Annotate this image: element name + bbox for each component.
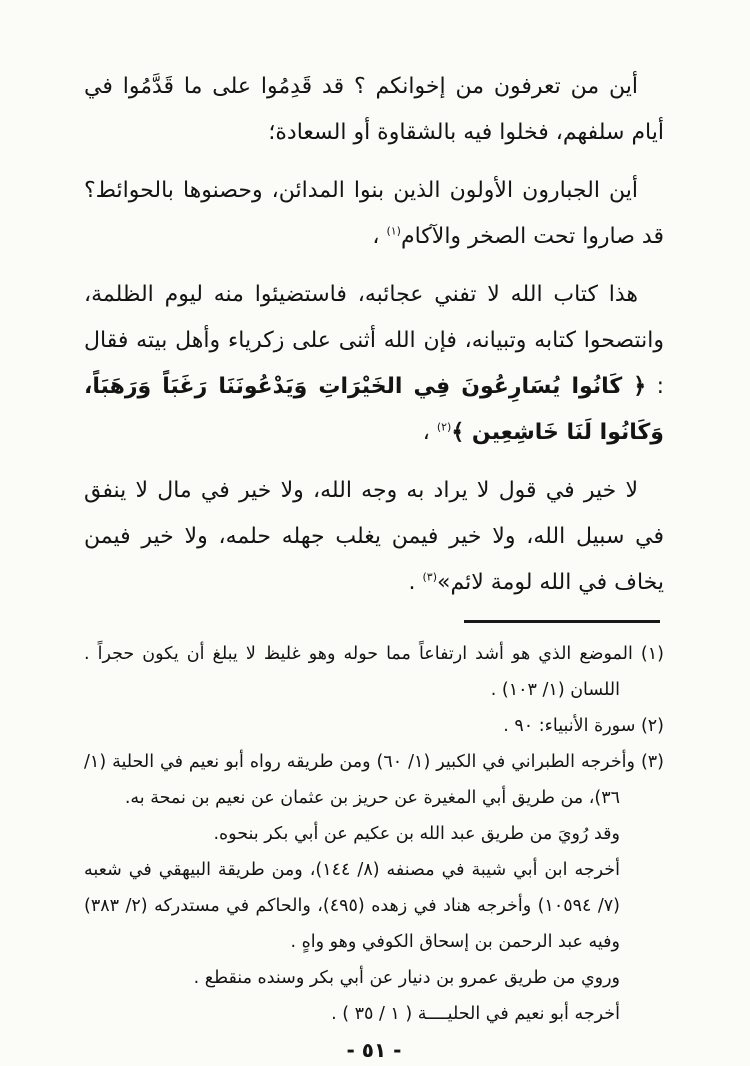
paragraph-2-text: أين الجبارون الأولون الذين بنوا المدائن، وحصنوها بالحوائط؟ قد صاروا تحت الصخر والآكام — [84, 178, 664, 249]
footnote-2 — [84, 708, 664, 744]
main-text-block — [84, 64, 664, 606]
footnote-1 — [84, 636, 664, 708]
page-number: - ٥١ - — [346, 1038, 402, 1062]
footnote-3-para-5: أخرجه أبو نعيم في الحليــــة ( ١ / ٣٥ ) . — [331, 1004, 620, 1024]
paragraph-2 — [84, 168, 664, 260]
footnote-3 — [84, 744, 664, 1032]
paragraph-4-tail: . — [408, 570, 423, 595]
footnote-3-para-4: وروي من طريق عمرو بن دنيار عن أبي بكر وسنده منقطع . — [193, 968, 620, 988]
paragraph-1 — [84, 64, 664, 156]
footnote-3-para-1-text: وأخرجه الطبراني في الكبير (١/ ٦٠) ومن طريقه رواه أبو نعيم في الحلية (١/ ٣٦)، من طريق أبي المغيرة عن حريز بن عثمان عن نعيم بن نمحة به. — [84, 752, 635, 808]
footnote-1-text: الموضع الذي هو أشد ارتفاعاً مما حوله وهو غليظ لا يبلغ أن يكون حجراً . اللسان (١/ ١٠٣) . — [84, 644, 633, 700]
paragraph-1-text: أين من تعرفون من إخوانكم ؟ قد قَدِمُوا على ما قَدَّمُوا في أيام سلفهم، فخلوا فيه بالشقاوة أو السعادة؛ — [84, 74, 664, 145]
footnote-separator-rule — [464, 620, 660, 623]
footnote-3-para-3: أخرجه ابن أبي شيبة في مصنفه (٨/ ١٤٤)، ومن طريقة البيهقي في شعبه (٧/ ١٠٥٩٤) وأخرجه هناد في زهده (٤٩٥)، والحاكم في مستدركه (٢/ ٣٨٣) وفيه عبد الرحمن بن إسحاق الكوفي وهو واهٍ . — [84, 860, 620, 952]
quran-verse: ﴿ كَانُوا يُسَارِعُونَ فِي الخَيْرَاتِ وَيَدْعُونَنَا رَغَبَاً وَرَهَبَاً، وَكَانُوا لَنَا خَاشِعِين ﴾ — [84, 374, 664, 445]
footnote-1-marker: (١) — [640, 644, 664, 664]
paragraph-3-intro: هذا كتاب الله لا تفني عجائبه، فاستضيئوا منه ليوم الظلمة، وانتصحوا كتابه وتبيانه، فإن الله أثنى على زكرياء وأهل بيته فقال : — [84, 282, 665, 399]
footnote-ref-3: (٣) — [422, 570, 438, 584]
footnote-2-marker: (٢) — [640, 716, 664, 736]
footnote-ref-2: (٢) — [436, 420, 452, 434]
footnote-3-marker: (٣) — [640, 752, 664, 772]
paragraph-3 — [84, 272, 664, 456]
footnotes-block — [84, 636, 664, 1032]
paragraph-4 — [84, 468, 664, 606]
paragraph-4-text: لا خير في قول لا يراد به وجه الله، ولا خير في مال لا ينفق في سبيل الله، ولا خير فيمن يغلب جهله حلمه، ولا خير فيمن يخاف في الله لومة لائم» — [84, 478, 664, 595]
footnote-3-para-1 — [84, 744, 664, 816]
paragraph-2-tail: ، — [372, 224, 387, 249]
paragraph-3-tail: ، — [422, 420, 437, 445]
footnote-3-para-2: وقد رُويَ من طريق عبد الله بن عكيم عن أبي بكر بنحوه. — [213, 824, 620, 844]
footnote-ref-1: (١) — [386, 224, 401, 238]
footnote-2-text: سورة الأنبياء: ٩٠ . — [503, 716, 636, 736]
